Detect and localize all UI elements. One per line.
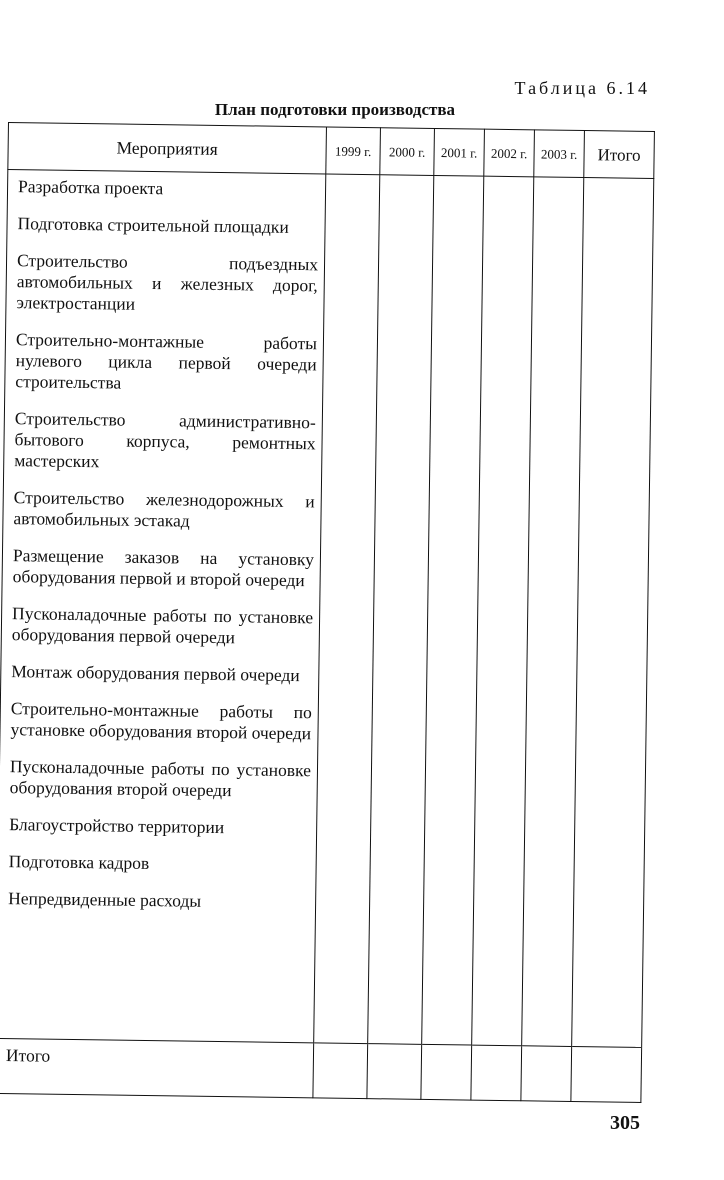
activity-item: Разработка проекта — [17, 176, 164, 199]
total-cell-2000 — [367, 1044, 422, 1099]
plan-table-container — [0, 122, 654, 1103]
header-activity: Мероприятия — [8, 123, 327, 174]
total-row — [0, 1039, 642, 1103]
activity-item: Непредвиденные расходы — [8, 888, 202, 911]
activity-item: Благоустройство территории — [9, 814, 225, 838]
total-row-label: Итого — [0, 1039, 314, 1098]
header-year-2001: 2001 г. — [434, 128, 485, 176]
header-year-2002: 2002 г. — [484, 129, 535, 177]
activity-item: Строительство административно-бытового корпуса, ремонтных мастерских — [14, 408, 316, 472]
activity-item: Строительно-монтажные работы нулевого цикла первой очереди строительства — [15, 329, 318, 393]
table-title: План подготовки производства — [214, 100, 456, 119]
activity-item: Размещение заказов на установку оборудования первой и второй очереди — [12, 545, 315, 591]
total-cell-sum — [571, 1047, 642, 1103]
activity-item: Строительство железнодорожных и автомобильных эстакад — [13, 487, 315, 531]
production-plan-table — [0, 122, 655, 1103]
activity-item: Подготовка кадров — [8, 851, 150, 874]
table-caption: Таблица 6.14 — [514, 78, 650, 98]
header-total: Итого — [584, 131, 655, 179]
activities-cell — [0, 170, 326, 1044]
total-cell-1999 — [313, 1043, 368, 1098]
page-number: 305 — [610, 1112, 640, 1134]
total-cell-2003 — [521, 1046, 572, 1101]
activity-item: Строительно-монтажные работы по установке оборудования второй очереди — [10, 698, 312, 744]
total-cell-2002 — [471, 1045, 522, 1100]
cell-total — [572, 178, 654, 1048]
activity-item: Строительство подъездных автомобильных и железных дорог, электростанции — [16, 250, 319, 314]
activity-item: Подготовка строительной площадки — [17, 213, 289, 237]
header-year-2000: 2000 г. — [380, 128, 435, 176]
activity-item: Пусконаладочные работы по установке оборудования второй очереди — [9, 756, 312, 801]
activity-item: Пусконаладочные работы по установке оборудования первой очереди — [11, 603, 314, 648]
header-year-2003: 2003 г. — [534, 130, 585, 178]
activities-body-row — [0, 170, 654, 1048]
total-cell-2001 — [421, 1045, 472, 1100]
activity-item: Монтаж оборудования первой очереди — [11, 661, 300, 686]
header-year-1999: 1999 г. — [326, 127, 381, 175]
